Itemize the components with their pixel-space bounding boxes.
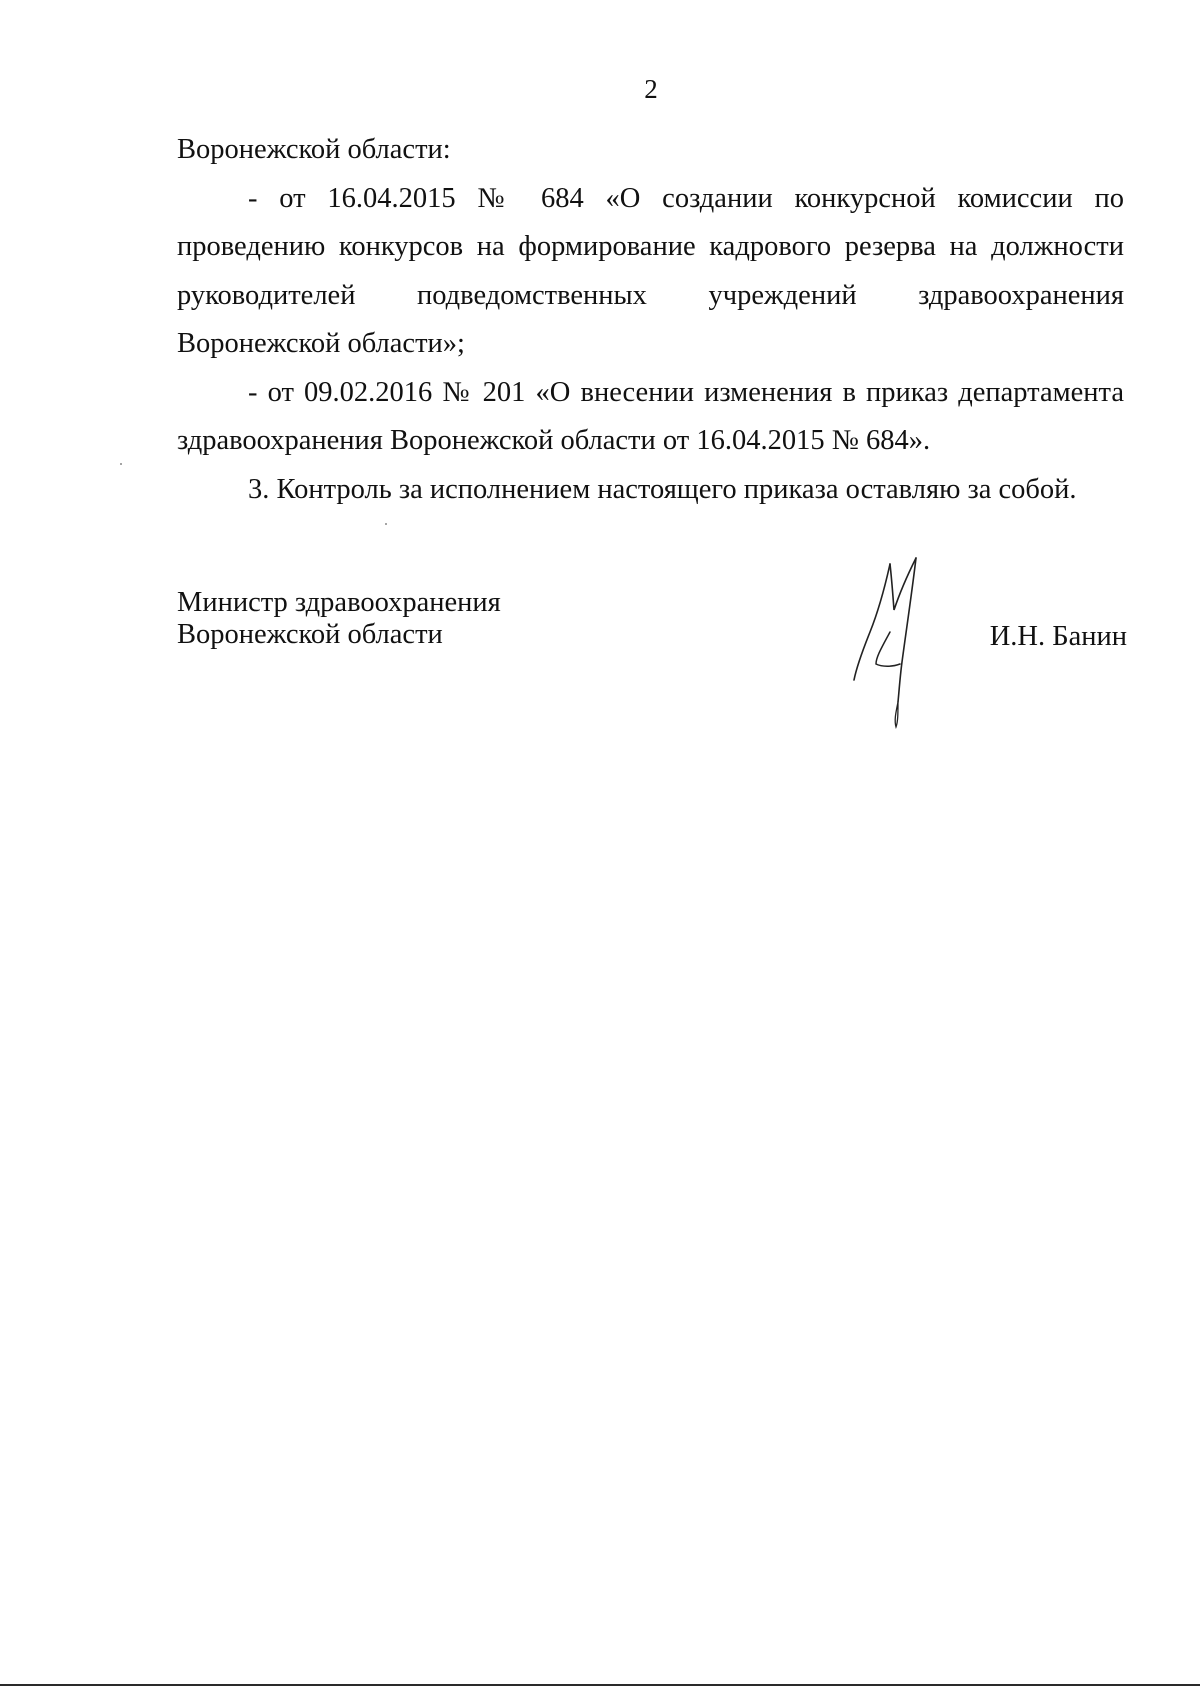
scan-speck xyxy=(120,463,122,465)
document-body xyxy=(177,126,1124,514)
scan-edge-line xyxy=(0,1684,1200,1686)
paragraph-continuation: Воронежской области: xyxy=(177,134,451,165)
scan-speck xyxy=(385,523,387,525)
signature-block xyxy=(177,587,1127,737)
handwritten-signature xyxy=(832,552,952,732)
paragraph-order-684: - от 16.04.2015 № 684 «О создании конкурсной комиссии по проведению конкурсов на формирование кадрового резерва на должности руководителей подведомственных учреждений здравоохранения Воронежской области»; xyxy=(177,182,1124,359)
page-number: 2 xyxy=(644,74,658,104)
signer-title xyxy=(177,587,501,651)
signer-title-line-1: Министр здравоохранения xyxy=(177,587,501,618)
paragraph-order-201: - от 09.02.2016 № 201 «О внесении изменения в приказ департамента здравоохранения Воронежской области от 16.04.2015 № 684». xyxy=(177,376,1124,456)
signer-title-line-2: Воронежской области xyxy=(177,619,443,650)
signer-name: И.Н. Банин xyxy=(989,621,1127,652)
paragraph-control-clause: 3. Контроль за исполнением настоящего приказа оставляю за собой. xyxy=(248,473,1077,505)
